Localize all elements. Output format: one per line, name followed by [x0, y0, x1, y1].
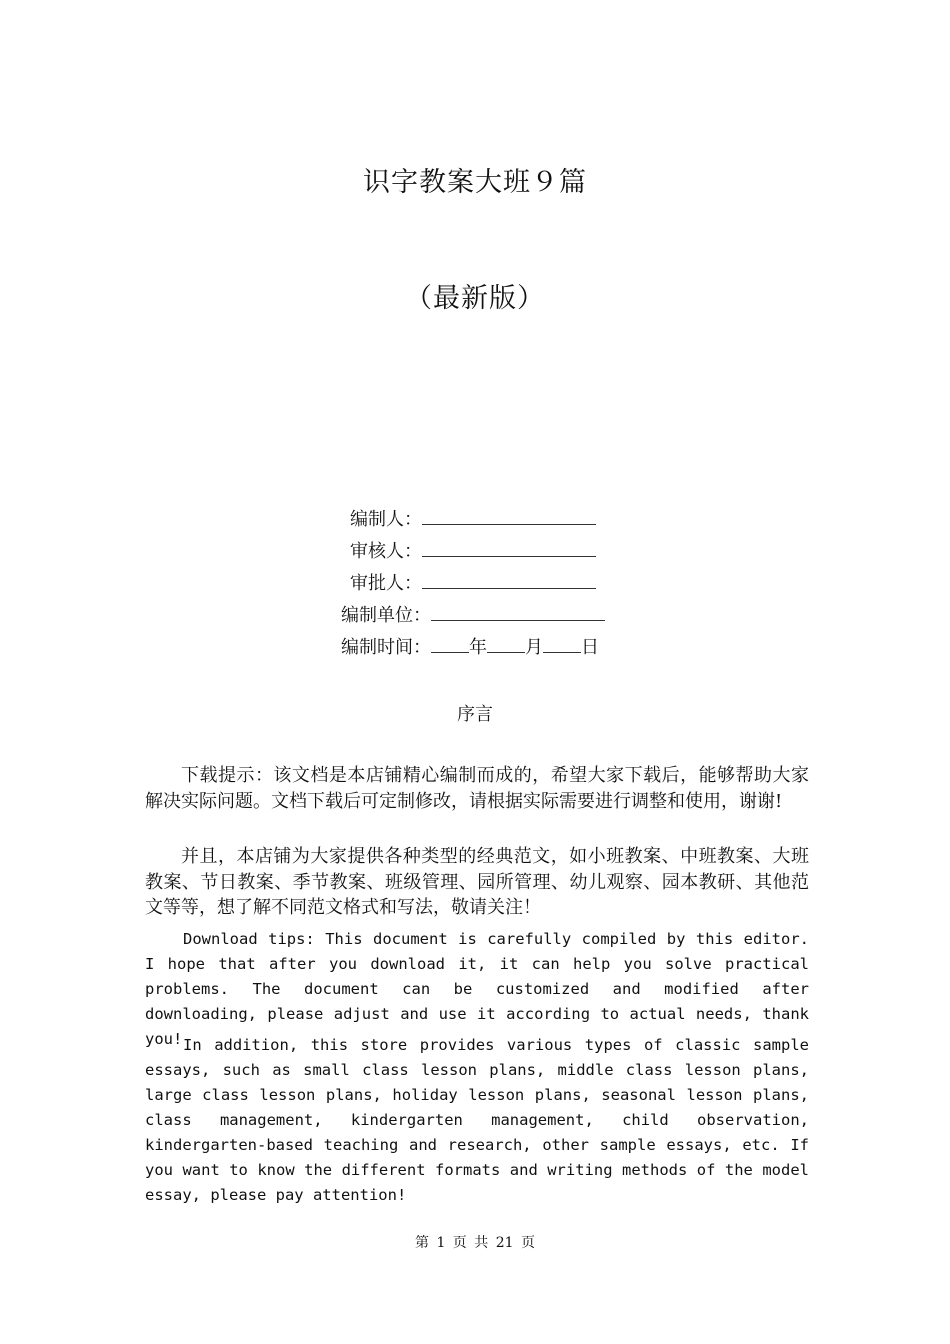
reviewer-label: 审核人： [350, 541, 422, 562]
approver-blank [422, 570, 596, 589]
time-row [341, 634, 599, 660]
month-blank [487, 634, 525, 653]
month-label: 月 [525, 637, 543, 658]
page-footer: 第 1 页 共 21 页 [415, 1235, 535, 1251]
time-label: 编制时间： [341, 637, 431, 658]
preface-cn-paragraph-2: 并且，本店铺为大家提供各种类型的经典范文，如小班教案、中班教案、大班教案、节日教案、季节教案、班级管理、园所管理、幼儿观察、园本教研、其他范文等等，想了解不同范文格式和写法，敬请关注！ [145, 846, 809, 918]
document-title: 识字教案大班９篇 [363, 167, 587, 198]
preface-heading: 序言 [457, 704, 493, 725]
unit-row [341, 602, 605, 628]
unit-label: 编制单位： [341, 605, 431, 626]
preface-en-paragraph-2: In addition, this store provides various types of classic sample essays, such as small class lesson plans, middle class lesson plans, large class lesson plans, holiday lesson plans, seasonal lesson plans, class management, kindergarten management, child observation, kindergarten-based teaching and research, other sample essays, etc. If you want to know the different formats and writing methods of the model essay, please pay attention! [145, 1036, 809, 1204]
preface-cn-paragraph-1: 下载提示：该文档是本店铺精心编制而成的，希望大家下载后，能够帮助大家解决实际问题。文档下载后可定制修改，请根据实际需要进行调整和使用，谢谢! [145, 765, 809, 812]
approver-row [350, 570, 596, 596]
compiler-label: 编制人： [350, 509, 422, 530]
reviewer-blank [422, 538, 596, 557]
day-blank [543, 634, 581, 653]
compiler-row [350, 506, 596, 532]
approver-label: 审批人： [350, 573, 422, 594]
year-blank [431, 634, 469, 653]
compiler-blank [422, 506, 596, 525]
preface-en-paragraph-1: Download tips: This document is carefully compiled by this editor. I hope that after you download it, it can help you solve practical problems. The document can be customized and modified after downloading, please adjust and use it according to actual needs, thank you! [145, 930, 809, 1048]
unit-blank [431, 602, 605, 621]
reviewer-row [350, 538, 596, 564]
day-label: 日 [581, 637, 599, 658]
year-label: 年 [469, 637, 487, 658]
document-subtitle: （最新版） [405, 283, 545, 314]
